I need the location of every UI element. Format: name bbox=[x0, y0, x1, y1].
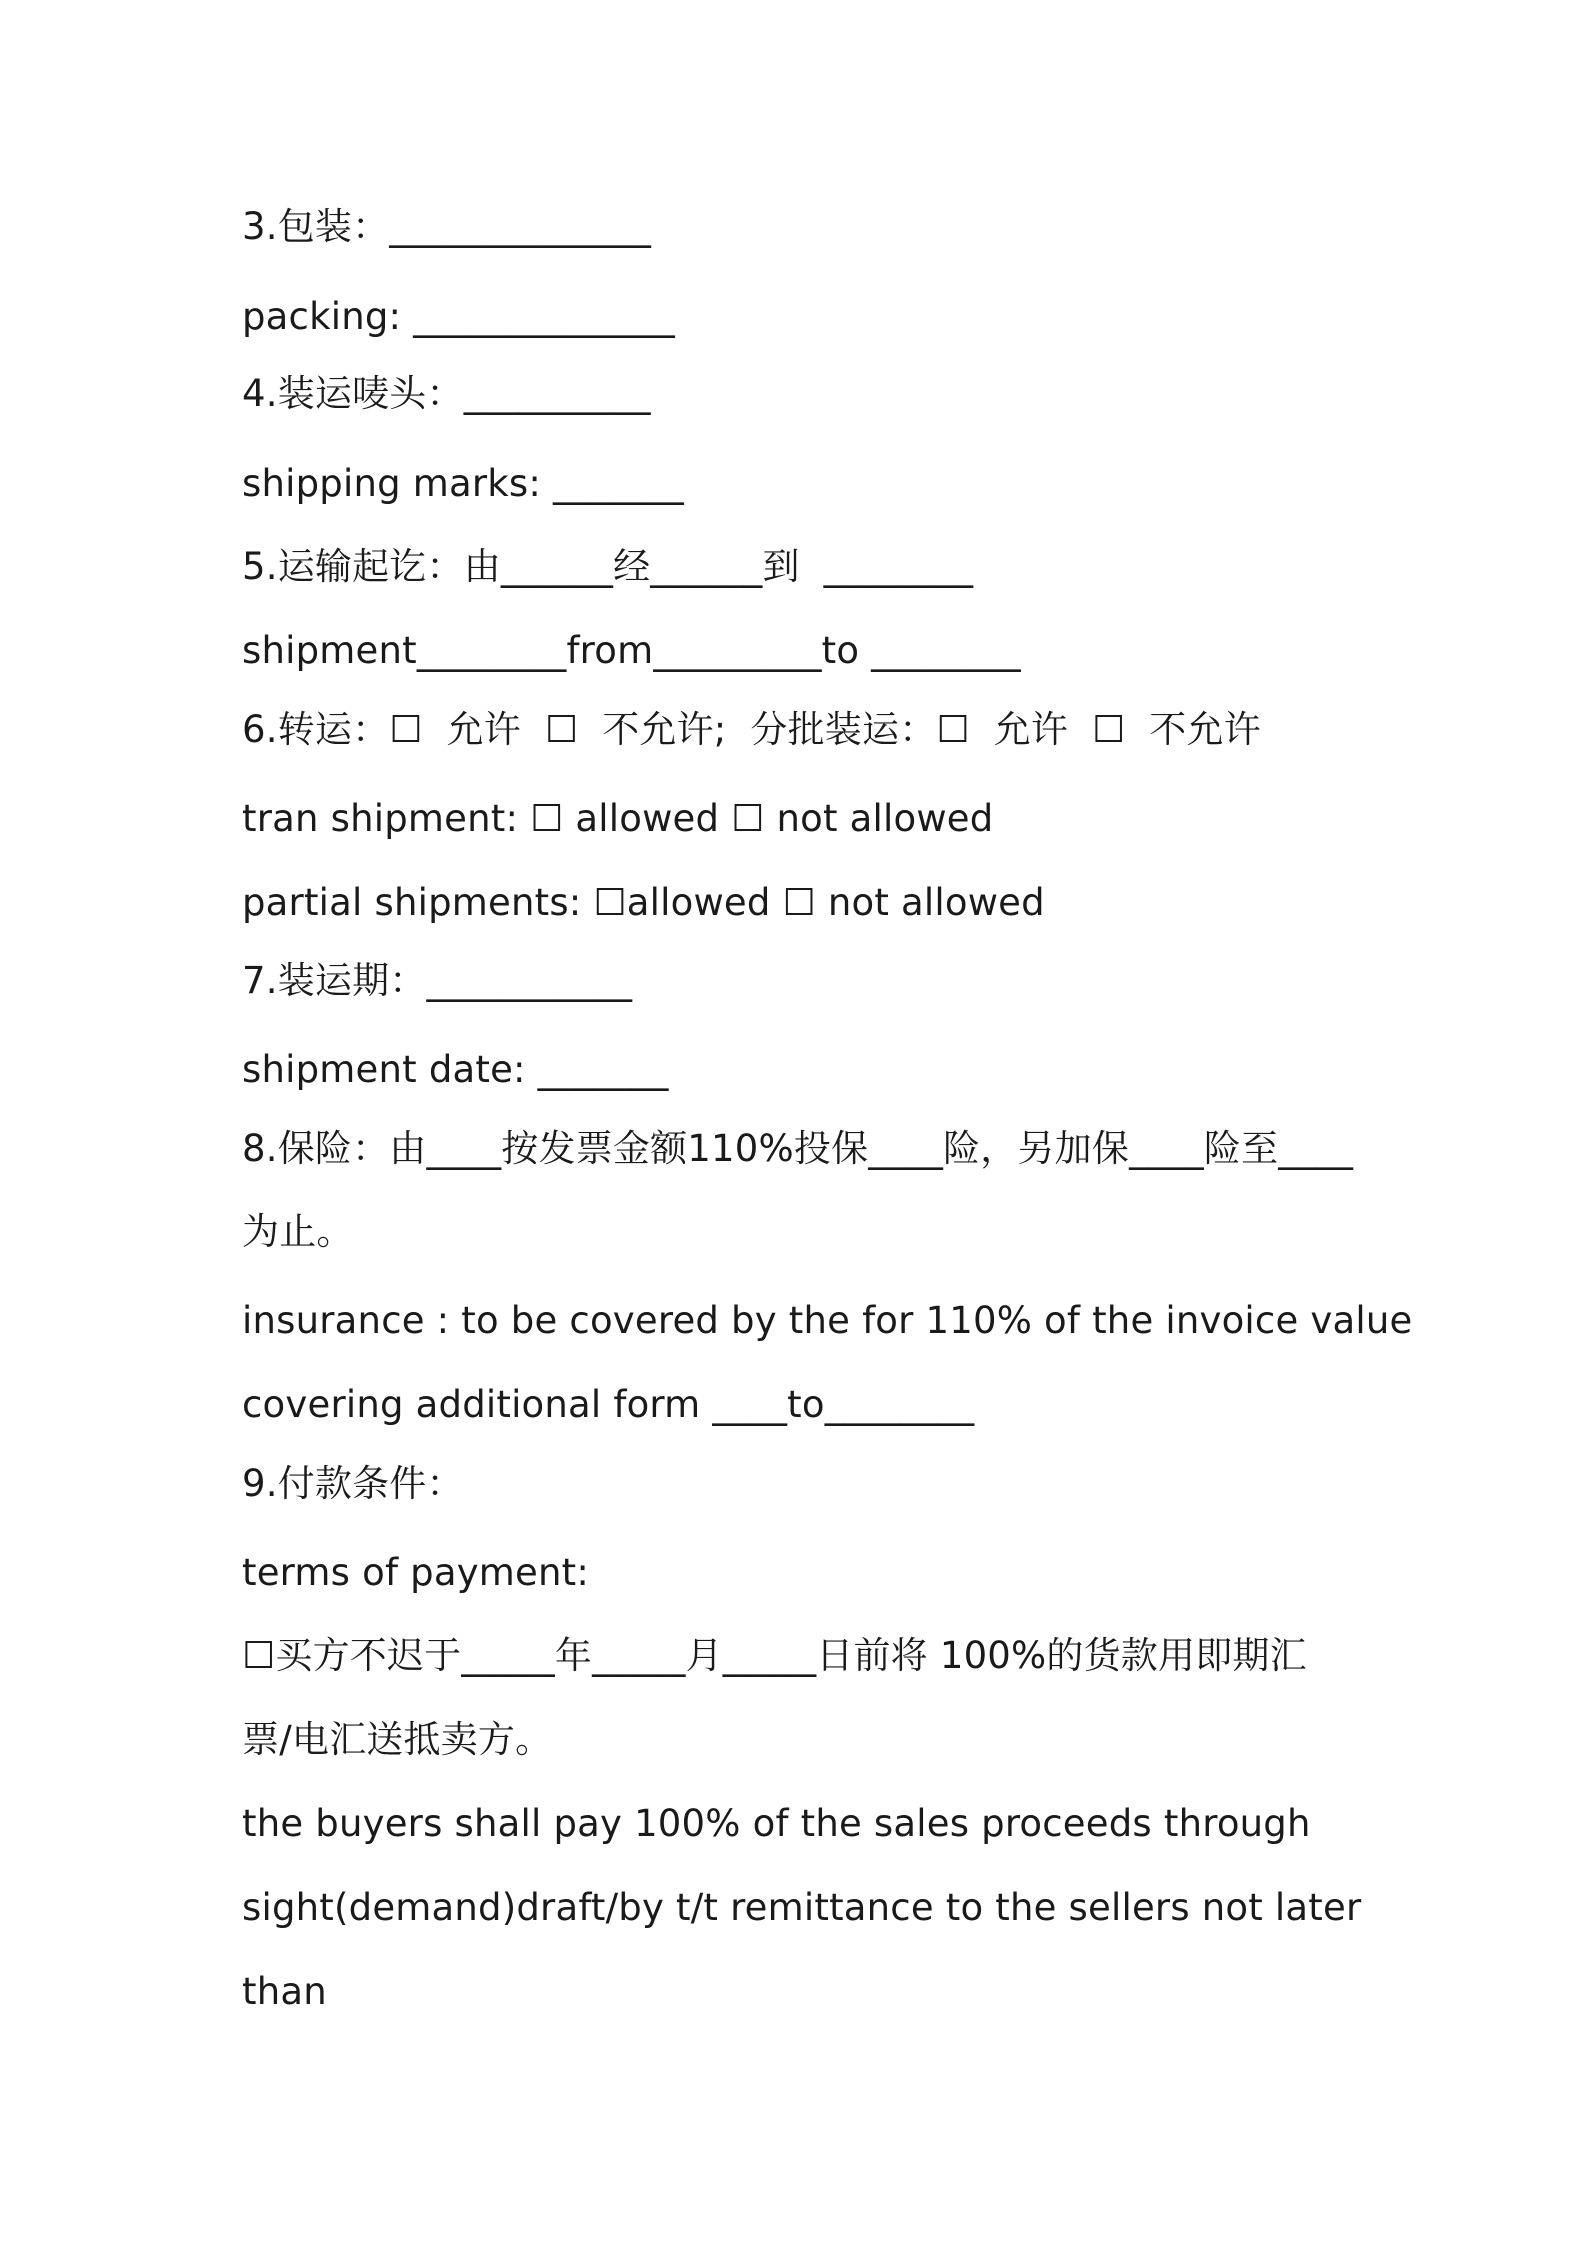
clause-9-payment-option-en: the buyers shall pay 100% of the sales proceeds through bbox=[242, 1802, 1311, 1845]
clause-9-payment-option-en-end: than bbox=[242, 1970, 327, 2013]
clause-8-insurance-en: insurance : to be covered by the for 110% of the invoice value bbox=[242, 1299, 1413, 1342]
clause-5-transport-cn: 5.运输起讫：由______经______到 ________ bbox=[242, 545, 974, 588]
clause-4-shipping-marks-en: shipping marks: _______ bbox=[242, 462, 684, 505]
clause-7-shipment-date-cn: 7.装运期：___________ bbox=[242, 959, 633, 1002]
clause-5-transport-en: shipment________from_________to ________ bbox=[242, 629, 1021, 672]
clause-8-insurance-cn: 8.保险：由____按发票金额110%投保____险，另加保____险至____ bbox=[242, 1127, 1354, 1170]
clause-8-insurance-en-cont: covering additional form ____to________ bbox=[242, 1383, 975, 1426]
clause-3-packing-en: packing: ______________ bbox=[242, 295, 675, 338]
clause-9-payment-terms-cn: 9.付款条件： bbox=[242, 1462, 464, 1505]
clause-9-payment-terms-en: terms of payment: bbox=[242, 1551, 590, 1594]
clause-6-partial-shipments-en: partial shipments: ☐allowed ☐ not allowed bbox=[242, 881, 1045, 924]
clause-9-payment-option-cn: ☐买方不迟于_____年_____月_____日前将 100%的货款用即期汇 bbox=[242, 1634, 1307, 1677]
clause-9-payment-option-cn-cont: 票/电汇送抵卖方。 bbox=[242, 1718, 553, 1761]
clause-4-shipping-marks-cn: 4.装运唛头：__________ bbox=[242, 372, 651, 415]
clause-7-shipment-date-en: shipment date: _______ bbox=[242, 1048, 669, 1091]
clause-9-payment-option-en-cont: sight(demand)draft/by t/t remittance to the sellers not later bbox=[242, 1886, 1362, 1929]
clause-3-packing-cn: 3.包装：______________ bbox=[242, 205, 652, 248]
clause-8-insurance-cn-cont: 为止。 bbox=[242, 1210, 354, 1253]
clause-6-transshipment-cn: 6.转运：☐ 允许 ☐ 不允许; 分批装运：☐ 允许 ☐ 不允许 bbox=[242, 708, 1261, 751]
clause-6-transshipment-en: tran shipment: ☐ allowed ☐ not allowed bbox=[242, 797, 994, 840]
